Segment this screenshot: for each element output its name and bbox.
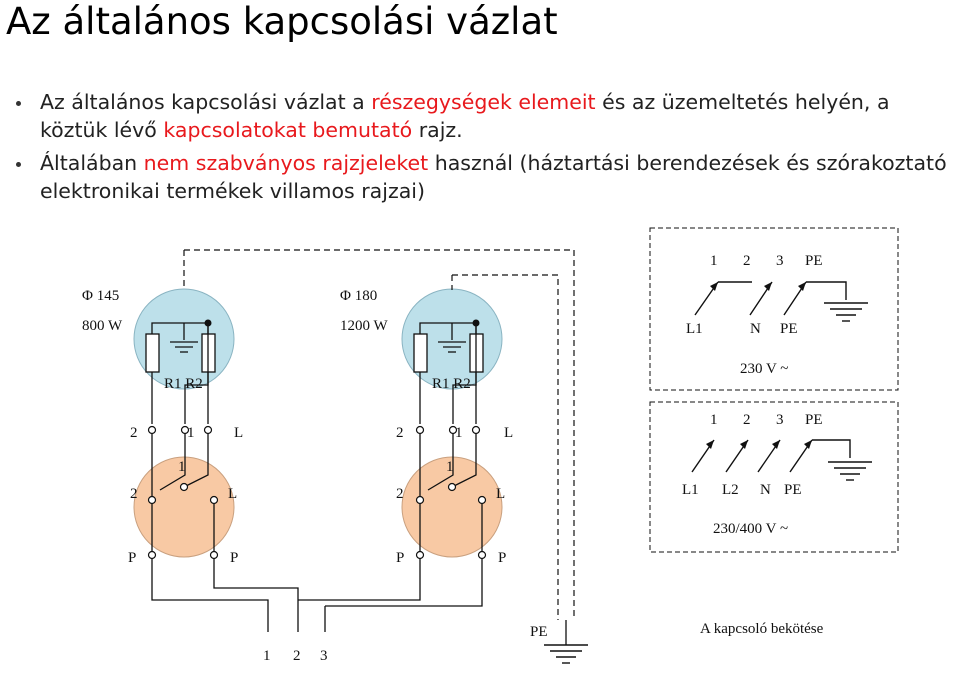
p2-voltage: 230/400 V ~ (713, 521, 789, 537)
p1-label-l1: L1 (686, 321, 703, 337)
pe-label: PE (530, 624, 548, 640)
p1-label-n: N (750, 321, 761, 337)
bullet-1-highlight-1: részegységek elemeit (371, 90, 596, 114)
bullet-2-highlight-1: nem szabványos rajzjeleket (143, 151, 429, 175)
bullet-1-text-3: rajz. (412, 118, 463, 142)
p2-label-n: N (760, 482, 771, 498)
plate-1-power: 800 W (82, 318, 123, 334)
terminal-2: 2 (293, 648, 301, 664)
panel-three-phase (650, 402, 898, 552)
p1-label-pe: PE (780, 321, 798, 337)
plate-1-resistors: R1 R2 (164, 376, 203, 392)
p2-num-3: 3 (776, 412, 784, 428)
p2-num-1: 1 (710, 412, 718, 428)
p1-num-3: 3 (776, 253, 784, 269)
sw2-label-bot-p2: P (498, 550, 507, 566)
sw1-label-mid-1: 1 (178, 459, 186, 475)
plate-2-diameter: Φ 180 (340, 288, 378, 304)
plate-2-power: 1200 W (340, 318, 388, 334)
sw1-label-bot-p2: P (230, 550, 239, 566)
hotplate-1 (82, 288, 234, 424)
sw1-label-top-L: L (234, 425, 244, 441)
terminal-3: 3 (320, 648, 328, 664)
p1-voltage: 230 V ~ (740, 361, 789, 377)
plate-1-diameter: Φ 145 (82, 288, 120, 304)
sw1-label-bot-p1: P (128, 550, 137, 566)
sw2-label-mid-L: L (496, 486, 506, 502)
hotplate-2 (340, 288, 502, 424)
p2-label-l1: L1 (682, 482, 699, 498)
bullet-2-text-1: Általában (40, 151, 144, 175)
p2-num-2: 2 (743, 412, 751, 428)
sw1-label-mid-2: 2 (130, 486, 138, 502)
sw2-label-mid-2: 2 (396, 486, 404, 502)
sw2-label-mid-1: 1 (446, 459, 454, 475)
sw1-label-top-2: 2 (130, 425, 138, 441)
p2-label-pe: PE (784, 482, 802, 498)
bullet-1-text-2: és az üzemeltetés helyén, a köztük lévő (40, 90, 890, 142)
sw2-label-top-1: 1 (455, 425, 463, 441)
terminal-1: 1 (263, 648, 271, 664)
switch-2 (298, 425, 513, 606)
resistor-r1-plate-2 (414, 334, 427, 372)
sw2-label-top-L: L (504, 425, 514, 441)
terminal-block (263, 618, 328, 664)
bullet-1-highlight-2: kapcsolatokat bemutató (163, 118, 413, 142)
panel-single-phase (650, 228, 898, 390)
sw1-label-mid-L: L (228, 486, 238, 502)
p2-num-pe: PE (805, 412, 823, 428)
plate-2-resistors: R1 R2 (432, 376, 471, 392)
p2-label-l2: L2 (722, 482, 739, 498)
sw2-label-top-2: 2 (396, 425, 404, 441)
switch-1 (128, 425, 325, 618)
p1-num-pe: PE (805, 253, 823, 269)
pe-ground-symbol (544, 645, 588, 663)
diagram-caption: A kapcsoló bekötése (700, 621, 824, 637)
p1-num-2: 2 (743, 253, 751, 269)
bullet-1-text-1: Az általános kapcsolási vázlat a (40, 90, 372, 114)
p1-num-1: 1 (710, 253, 718, 269)
sw1-label-top-1: 1 (187, 425, 195, 441)
page-title: Az általános kapcsolási vázlat (6, 0, 558, 43)
resistor-r1-plate-1 (146, 334, 159, 372)
bullet-2-text-2: használ (háztartási berendezések és szórakoztató elektronikai termékek villamos rajzai) (40, 151, 947, 203)
sw2-label-bot-p1: P (396, 550, 405, 566)
